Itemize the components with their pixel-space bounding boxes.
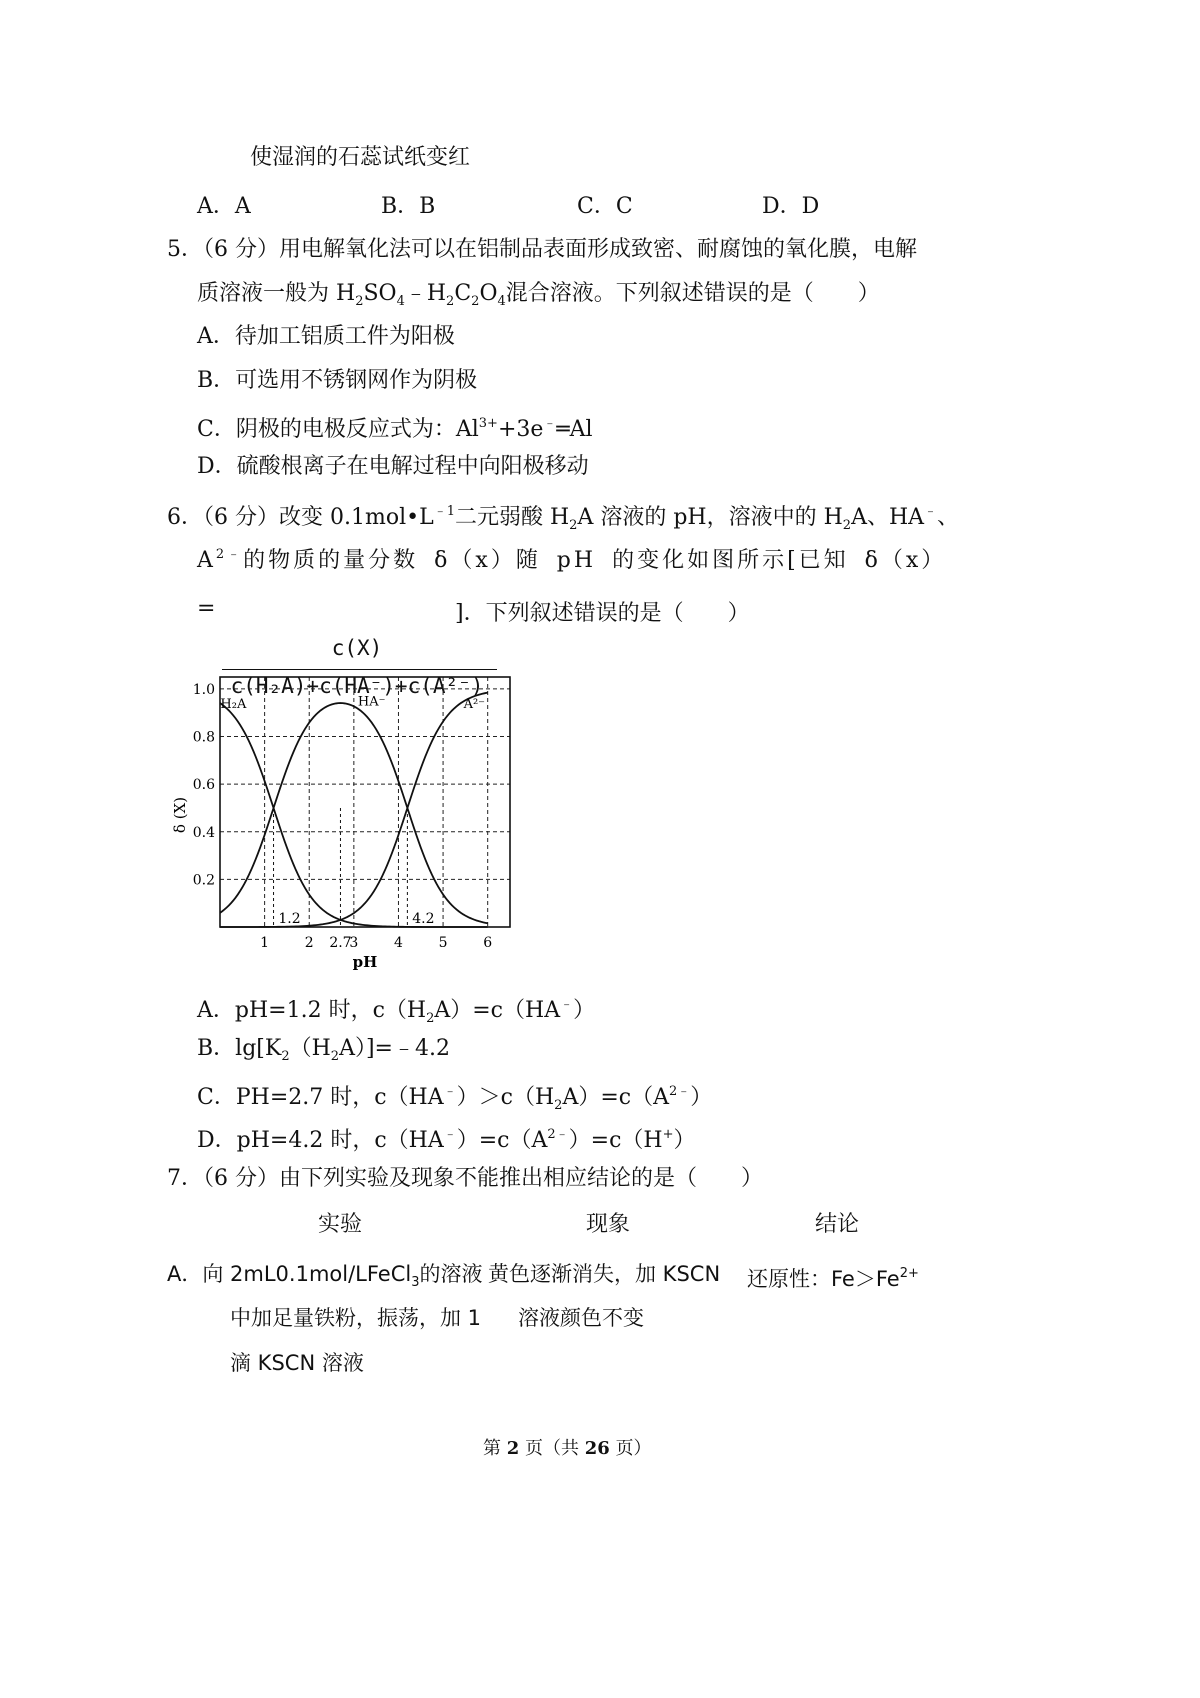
q4-option-b[interactable]: B．B xyxy=(381,194,436,219)
y-tick-labels xyxy=(193,682,215,888)
equals-sign: = xyxy=(197,596,216,621)
q6-text: 6．（6 分）改变 0.1mol•L xyxy=(167,505,434,530)
table-header-phenomenon: 现象 xyxy=(586,1212,631,1237)
q5-option-c[interactable] xyxy=(197,409,593,445)
x-tick-label: 6 xyxy=(483,935,493,951)
q4-option-a[interactable]: A．A xyxy=(197,194,251,219)
q6-option-d[interactable] xyxy=(197,1120,696,1156)
distribution-chart xyxy=(165,665,545,985)
q4-answer-fragment: 使湿润的石蕊试纸变红 xyxy=(250,145,471,170)
table-header-experiment: 实验 xyxy=(318,1212,363,1237)
footer-text: 页） xyxy=(615,1438,652,1459)
q6-b-text: B．lg[K xyxy=(197,1036,282,1061)
q7-row-a-phenomenon-1: 黄色逐渐消失，加 KSCN xyxy=(488,1262,721,1286)
q6-a-text: A．pH=1.2 时，c（H xyxy=(197,998,427,1023)
fraction-denominator: c(H₂A)+c(HA⁻)+c(A²⁻) xyxy=(230,674,484,698)
q5-c-sup: ﹣ xyxy=(543,416,557,431)
q7-a-concl-text: 还原性：Fe＞Fe xyxy=(747,1267,900,1291)
q5-text: 混合溶液。下列叙述错误的是（ ） xyxy=(505,281,880,306)
q6-c-text: ） xyxy=(690,1085,713,1110)
q6-b-text: A）]=﹣4.2 xyxy=(339,1036,450,1061)
q6-sup: ﹣ xyxy=(924,504,938,519)
q5-text: O xyxy=(479,281,498,306)
annotation-label: 1.2 xyxy=(278,911,301,927)
q6-c-text: A）=c（A xyxy=(562,1085,669,1110)
q6-a-sub: 2 xyxy=(426,1011,435,1026)
q5-c-text: +3e xyxy=(497,417,544,442)
q5-option-d[interactable]: D．硫酸根离子在电解过程中向阳极移动 xyxy=(197,454,589,479)
q7-a-text: 的溶液 xyxy=(419,1262,483,1286)
q5-text: SO xyxy=(363,281,397,306)
q7-row-a-conclusion xyxy=(747,1259,919,1294)
q7-a-sub: 3 xyxy=(411,1275,420,1290)
annotation-label: 4.2 xyxy=(412,911,435,927)
q6-d-sup: 2﹣ xyxy=(547,1127,569,1142)
y-tick-label: 0.8 xyxy=(192,729,215,746)
q6-a-text: ） xyxy=(573,998,596,1023)
y-tick-label: 0.6 xyxy=(192,777,215,794)
q5-sub: 2 xyxy=(471,294,480,309)
x-tick-label: 1 xyxy=(260,935,270,951)
footer-text: 页（共 xyxy=(525,1438,579,1459)
q5-option-a[interactable]: A．待加工铝质工件为阳极 xyxy=(197,324,455,349)
q5-text: ﹣H xyxy=(404,281,447,306)
q6-b-sub: 2 xyxy=(330,1049,340,1064)
q7-row-a-phenomenon-2: 溶液颜色不变 xyxy=(518,1306,644,1330)
q5-sub: 2 xyxy=(355,294,364,309)
q7-a-concl-sup: 2+ xyxy=(899,1266,919,1281)
q6-d-text: ）=c（H xyxy=(568,1128,663,1153)
q6-option-c[interactable] xyxy=(197,1077,712,1121)
q6-text: 、 xyxy=(937,505,960,530)
series-label: A²⁻ xyxy=(463,696,486,712)
q6-option-b[interactable] xyxy=(197,1034,450,1072)
q7-row-a-experiment-3: 滴 KSCN 溶液 xyxy=(230,1351,364,1375)
q5-stem-line2 xyxy=(197,279,880,317)
q6-d-text: ） xyxy=(673,1128,696,1153)
q5-text: 质溶液一般为 H xyxy=(197,281,356,306)
x-tick-label: 2 xyxy=(304,935,314,951)
q5-sub: 4 xyxy=(396,294,405,309)
q5-sub: 4 xyxy=(497,294,506,309)
x-tick-label: 5 xyxy=(438,935,448,951)
q7-row-a-experiment-2: 中加足量铁粉，振荡，加 1 xyxy=(230,1306,482,1330)
q6-d-text: ）=c（A xyxy=(456,1128,548,1153)
q6-c-sup: ﹣ xyxy=(443,1084,457,1099)
y-axis-label: δ (X) xyxy=(171,796,189,834)
q6-text: 的物质的量分数 δ（x）随 pH 的变化如图所示[已知 δ（x） xyxy=(243,548,947,573)
q6-d-sup: + xyxy=(662,1127,674,1142)
q6-b-text: （H xyxy=(289,1036,331,1061)
footer-text: 第 xyxy=(483,1438,501,1459)
q6-c-text: C．PH=2.7 时，c（HA xyxy=(197,1085,444,1110)
q6-sup: ﹣1 xyxy=(433,504,455,519)
q6-stem-line2 xyxy=(197,540,946,576)
q6-b-sub: 2 xyxy=(281,1049,290,1064)
x-tick-label: 3 xyxy=(349,935,359,951)
table-header-conclusion: 结论 xyxy=(815,1212,860,1237)
q4-option-d[interactable]: D．D xyxy=(762,194,820,219)
q6-c-sup: 2﹣ xyxy=(668,1084,691,1099)
q5-c-text: C．阴极的电极反应式为：Al xyxy=(197,417,479,442)
page-number: 2 xyxy=(506,1438,520,1459)
q6-c-text: ）＞c（H xyxy=(456,1085,555,1110)
q4-option-c[interactable]: C．C xyxy=(577,194,633,219)
q6-a-sup: ﹣ xyxy=(560,997,574,1012)
series-label: HA⁻ xyxy=(357,694,386,710)
q6-a-text: A）=c（HA xyxy=(434,998,561,1023)
q5-c-text: ═Al xyxy=(556,417,593,442)
q6-d-sup: ﹣ xyxy=(443,1127,457,1142)
fraction-numerator: c(X) xyxy=(331,636,383,660)
q6-sub: 2 xyxy=(842,518,852,533)
q5-stem-line1: 5．（6 分）用电解氧化法可以在铝制品表面形成致密、耐腐蚀的氧化膜，电解 xyxy=(167,237,917,262)
y-tick-label: 1.0 xyxy=(192,681,215,698)
q6-stem-line3: ]．下列叙述错误的是（ ） xyxy=(455,601,750,626)
q6-text: A 溶液的 pH，溶液中的 H xyxy=(577,505,843,530)
y-tick-label: 0.2 xyxy=(192,872,215,889)
q6-text: 二元弱酸 H xyxy=(454,505,570,530)
q6-text: A、HA xyxy=(851,505,925,530)
q6-sup: 2﹣ xyxy=(215,547,244,562)
q5-sub: 2 xyxy=(446,294,455,309)
q6-option-a[interactable] xyxy=(197,990,595,1034)
series-label: H₂A xyxy=(220,696,247,712)
q5-text: C xyxy=(454,281,472,306)
q6-stem-line1 xyxy=(167,497,959,541)
q7-row-a-experiment-1[interactable] xyxy=(167,1259,483,1298)
chart-guides xyxy=(274,808,408,927)
y-tick-label: 0.4 xyxy=(192,824,215,841)
q7-stem: 7．（6 分）由下列实验及现象不能推出相应结论的是（ ） xyxy=(167,1166,763,1191)
q7-a-text: A．向 2mL0.1mol/LFeCl xyxy=(167,1262,412,1286)
page-footer xyxy=(483,1434,652,1460)
q5-option-b[interactable]: B．可选用不锈钢网作为阴极 xyxy=(197,368,478,393)
q6-c-sub: 2 xyxy=(554,1098,563,1113)
q6-d-text: D．pH=4.2 时，c（HA xyxy=(197,1128,444,1153)
q5-c-sup: 3+ xyxy=(478,416,498,431)
series-labels xyxy=(220,695,485,712)
q6-sub: 2 xyxy=(569,518,578,533)
x-tick-labels xyxy=(260,935,492,951)
x-tick-label: 4 xyxy=(394,935,403,951)
total-pages: 26 xyxy=(584,1438,610,1459)
x-axis-label: pH xyxy=(352,953,378,971)
x-tick-label: 2.7 xyxy=(329,935,352,951)
q6-text: A xyxy=(197,548,216,573)
